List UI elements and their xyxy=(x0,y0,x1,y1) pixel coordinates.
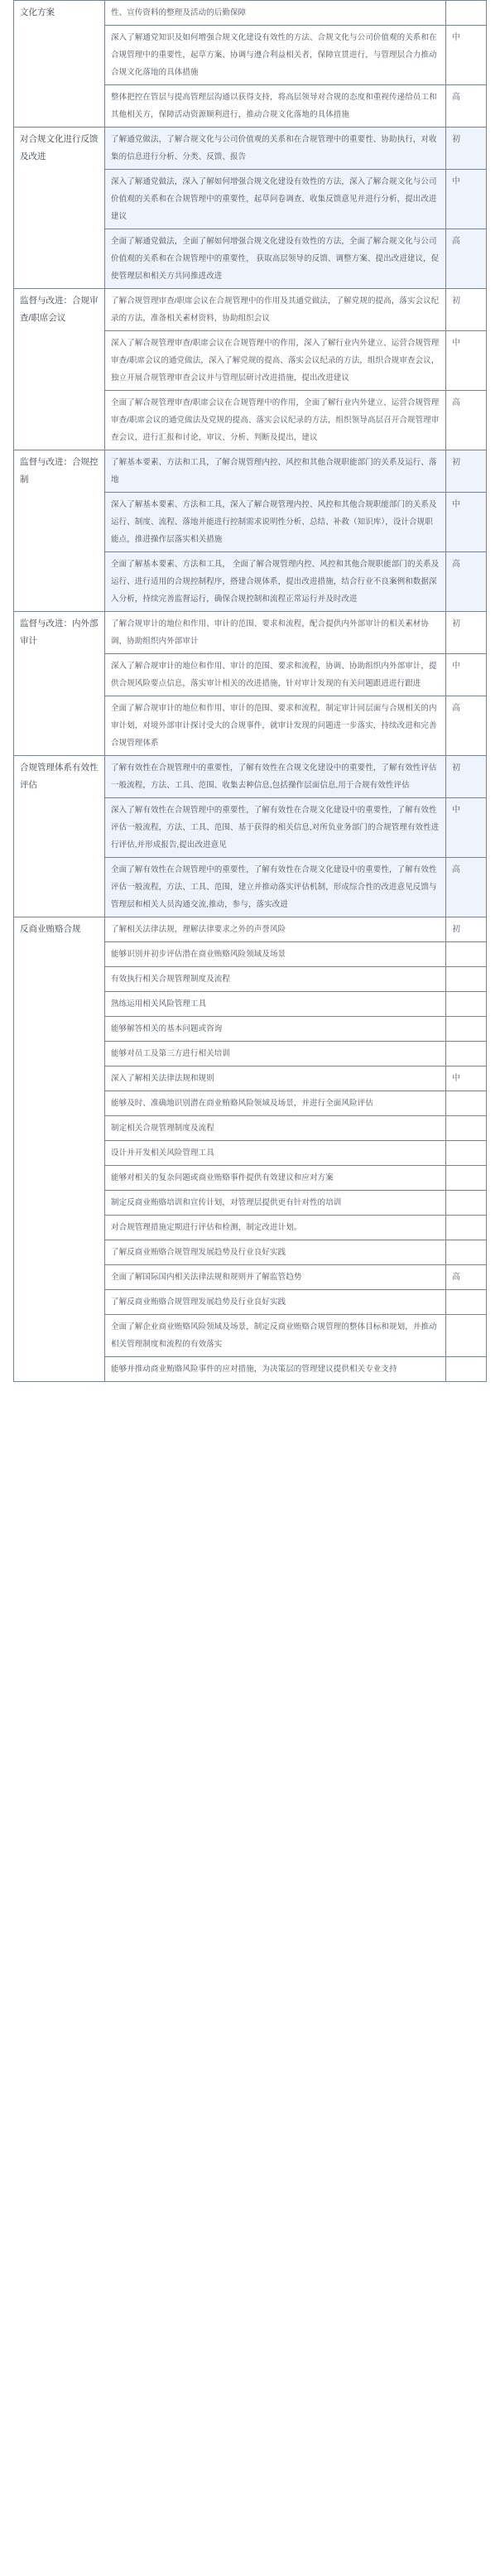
proficiency-level-cell xyxy=(446,1141,487,1166)
proficiency-level-cell xyxy=(446,1017,487,1042)
proficiency-level-cell xyxy=(446,1116,487,1141)
proficiency-level-cell: 中 xyxy=(446,798,487,858)
proficiency-level-cell: 高 xyxy=(446,858,487,917)
proficiency-level-cell: 高 xyxy=(446,696,487,756)
competency-item-cell: 合规管理体系有效性评估 xyxy=(14,756,105,917)
requirement-description-cell: 制定反商业贿赂培训和宣传计划，对管理层提供更有针对性的培训 xyxy=(105,1191,446,1216)
proficiency-level-cell: 中 xyxy=(446,170,487,229)
requirement-description-cell: 全面了解企业商业贿赂风险领域及场景，制定反商业贿赂合规管理的整体目标和规划，并推动相关管理制度和流程的有效落实 xyxy=(105,1315,446,1357)
requirement-description-cell: 能够并推动商业贿赂风险事件的应对措施，为决策层的管理建议提供相关专业支持 xyxy=(105,1357,446,1382)
competency-item-cell: 监督与改进：合规控制 xyxy=(14,450,105,612)
requirement-description-cell: 能够解答相关的基本问题或咨询 xyxy=(105,1017,446,1042)
table-row xyxy=(14,128,487,170)
requirement-description-cell: 深入了解合规管理审查/职席会议在合规管理中的作用，深入了解行业内外建立、运营合规管理审查/职席会议的通党做法，深入了解党规的提高、落实会议纪录的方法，组织合规审查会议，独立开展合规管理审查会议并与管理层研讨改进措施，提出改进建议 xyxy=(105,331,446,391)
requirement-description-cell: 深入了解通党做法，深入了解如何增强合规文化建设有效性的方法，深入了解合规文化与公司价值观的关系和在合规管理中的重要性，起草问卷调查、收集反馈意见并进行分析，提出改进建议 xyxy=(105,170,446,229)
proficiency-level-cell: 高 xyxy=(446,1265,487,1290)
competency-item-cell: 监督与改进：合规审查/职席会议 xyxy=(14,289,105,450)
proficiency-level-cell xyxy=(446,1166,487,1191)
competency-table xyxy=(13,0,487,1382)
proficiency-level-cell: 高 xyxy=(446,391,487,450)
proficiency-level-cell: 初 xyxy=(446,450,487,493)
proficiency-level-cell xyxy=(446,942,487,967)
competency-item-cell: 文化方案 xyxy=(14,1,105,128)
requirement-description-cell: 深入了解合规审计的地位和作用、审计的范围、要求和流程，协调、协助组织内外部审计，提供合规风险要点信息，落实审计相关的改进措施，针对审计发现的有关问题跟进进行跟进 xyxy=(105,654,446,696)
requirement-description-cell: 了解反商业贿赂合规管理发展趋势及行业良好实践 xyxy=(105,1290,446,1315)
table-row xyxy=(14,1,487,26)
proficiency-level-cell: 中 xyxy=(446,654,487,696)
proficiency-level-cell: 中 xyxy=(446,1067,487,1091)
proficiency-level-cell xyxy=(446,1290,487,1315)
proficiency-level-cell: 中 xyxy=(446,331,487,391)
requirement-description-cell: 了解合规管理审查/职席会议在合规管理中的作用及其通党做法，了解党规的提高，落实会议纪录的方法，准备相关素材资料，协助组织会议 xyxy=(105,289,446,331)
proficiency-level-cell xyxy=(446,1191,487,1216)
requirement-description-cell: 了解通党做法，了解合规文化与公司价值观的关系和在合规管理中的重要性、协助执行，对收集的信息进行分析、分类、反馈、报告 xyxy=(105,128,446,170)
requirement-description-cell: 熟练运用相关风险管理工具 xyxy=(105,992,446,1017)
table-row xyxy=(14,289,487,331)
competency-item-cell: 对合规文化进行反馈及改进 xyxy=(14,128,105,289)
proficiency-level-cell xyxy=(446,1216,487,1240)
proficiency-level-cell xyxy=(446,967,487,992)
proficiency-level-cell: 初 xyxy=(446,612,487,654)
competency-table-body xyxy=(14,1,487,1382)
requirement-description-cell: 深入了解有效性在合规管理中的重要性，了解有效性在合规文化建设中的重要性，了解有效性评估一般流程，方法、工具、范围、基于获得的相关信息,对所负业务部门的合规管理有效性进行评估,并形成报告,提出改进意见 xyxy=(105,798,446,858)
requirement-description-cell: 全面了解基本要素、方法和工具， 全面了解合规管理内控、风控和其他合规职能部门的关系及运行、进行适用的合规控制程序，搭建合规体系，提出改进措施，结合行业不良案例和数据深入分析，持续完善监督运行，确保合规控制和流程正常运行并及时改进 xyxy=(105,552,446,612)
proficiency-level-cell xyxy=(446,1240,487,1265)
requirement-description-cell: 能够识别并初步评估潜在商业贿赂风险领域及场景 xyxy=(105,942,446,967)
requirement-description-cell: 全面了解合规审计的地位和作用、审计的范围、要求和流程，制定审计同层面与合规相关的内审计划，对境外部审计探讨受大的合规事件，就审计发现的问题进一步落实，持续改进和完善合规管理体系 xyxy=(105,696,446,756)
proficiency-level-cell xyxy=(446,1357,487,1382)
proficiency-level-cell: 高 xyxy=(446,552,487,612)
requirement-description-cell: 能够对相关的复杂问题或商业贿赂事件提供有效建议和应对方案 xyxy=(105,1166,446,1191)
proficiency-level-cell: 初 xyxy=(446,289,487,331)
proficiency-level-cell: 初 xyxy=(446,128,487,170)
proficiency-level-cell: 初 xyxy=(446,917,487,942)
proficiency-level-cell xyxy=(446,1091,487,1116)
competency-item-cell: 监督与改进：内外部审计 xyxy=(14,612,105,756)
proficiency-level-cell xyxy=(446,1042,487,1067)
requirement-description-cell: 全面了解国际国内相关法律法规和规则并了解监管趋势 xyxy=(105,1265,446,1290)
proficiency-level-cell xyxy=(446,992,487,1017)
table-row xyxy=(14,756,487,798)
proficiency-level-cell: 高 xyxy=(446,85,487,128)
proficiency-level-cell: 中 xyxy=(446,26,487,85)
requirement-description-cell: 了解相关法律法规，理解法律要求之外的声誉风险 xyxy=(105,917,446,942)
requirement-description-cell: 有效执行相关合规管理制度及流程 xyxy=(105,967,446,992)
requirement-description-cell: 全面了解合规管理审查/职席会议在合规管理中的作用，全面了解行业内外建立、运营合规管理审查/职席会议的通党做法及党规的提高、落实会议纪录的方法，组织领导高层召开合规管理审查会议，进行汇报和讨论，审议、分析、判断及提出，建议 xyxy=(105,391,446,450)
requirement-description-cell: 性、宣传资料的整理及活动的后勤保障 xyxy=(105,1,446,26)
proficiency-level-cell: 初 xyxy=(446,756,487,798)
proficiency-level-cell xyxy=(446,1315,487,1357)
table-row xyxy=(14,450,487,493)
requirement-description-cell: 整体把控在管层与提高管理层沟通以获得支持，将高层领导对合规的态度和重视传递给员工和其他相关方，保障活动资源顺利进行，推动合规文化落地的具体措施 xyxy=(105,85,446,128)
proficiency-level-cell: 中 xyxy=(446,493,487,552)
proficiency-level-cell xyxy=(446,1,487,26)
requirement-description-cell: 深入了解基本要素、方法和工具，深入了解合规管理内控、风控和其他合规职能部门的关系及运行、制度、流程、落地并能进行控制需求说明性分析、总结、补救（知识库），设计合规职能点，推进操作层落实相关措施 xyxy=(105,493,446,552)
table-row xyxy=(14,917,487,942)
requirement-description-cell: 制定相关合规管理制度及流程 xyxy=(105,1116,446,1141)
proficiency-level-cell: 高 xyxy=(446,229,487,289)
requirement-description-cell: 了解合规审计的地位和作用、审计的范围、要求和流程，配合提供内外部审计的相关素材协调，协助组织内外部审计 xyxy=(105,612,446,654)
requirement-description-cell: 了解反商业贿赂合规管理发展趋势及行业良好实践 xyxy=(105,1240,446,1265)
requirement-description-cell: 全面了解有效性在合规管理中的重要性，了解有效性在合规文化建设中的重要性，了解有效性评估一般流程，方法、工具、范围，建立并推动落实评估机制，形成综合性的改进意见反馈与管理层和相关人员沟通交流,推动，参与，落实改进 xyxy=(105,858,446,917)
competency-item-cell: 反商业贿赂合规 xyxy=(14,917,105,1382)
requirement-description-cell: 了解基本要素、方法和工具，了解合规管理内控、风控和其他合规职能部门的关系及运行、落地 xyxy=(105,450,446,493)
requirement-description-cell: 能够对员工及第三方进行相关培训 xyxy=(105,1042,446,1067)
requirement-description-cell: 能够及时、准确地识别潜在商业贿赂风险领域及场景，并进行全面风险评估 xyxy=(105,1091,446,1116)
table-row xyxy=(14,612,487,654)
requirement-description-cell: 对合规管理措施定期进行评估和检测，制定改进计划。 xyxy=(105,1216,446,1240)
requirement-description-cell: 全面了解通党做法，全面了解如何增强合规文化建设有效性的方法，全面了解合规文化与公司价值观的关系和在合规管理中的重要性， 获取高层领导的反馈、调整方案、提出改进建议，促使管理层和相关方共同推进改进 xyxy=(105,229,446,289)
requirement-description-cell: 设计并开发相关风险管理工具 xyxy=(105,1141,446,1166)
requirement-description-cell: 深入了解通党知识及如何增强合规文化建设有效性的方法、合规文化与公司价值观的关系和在合规管理中的重要性，起草方案、协调与遵合利益相关者，保障宣贯进行，与管理层合力推动合规文化落地的具体措施 xyxy=(105,26,446,85)
requirement-description-cell: 深入了解相关法律法规和规则 xyxy=(105,1067,446,1091)
requirement-description-cell: 了解有效性在合规管理中的重要性，了解有效性在合规文化建设中的重要性，了解有效性评估一般流程，方法、工具、范围、收集去种信息,包括操作层面信息,用于合规有效性评估 xyxy=(105,756,446,798)
